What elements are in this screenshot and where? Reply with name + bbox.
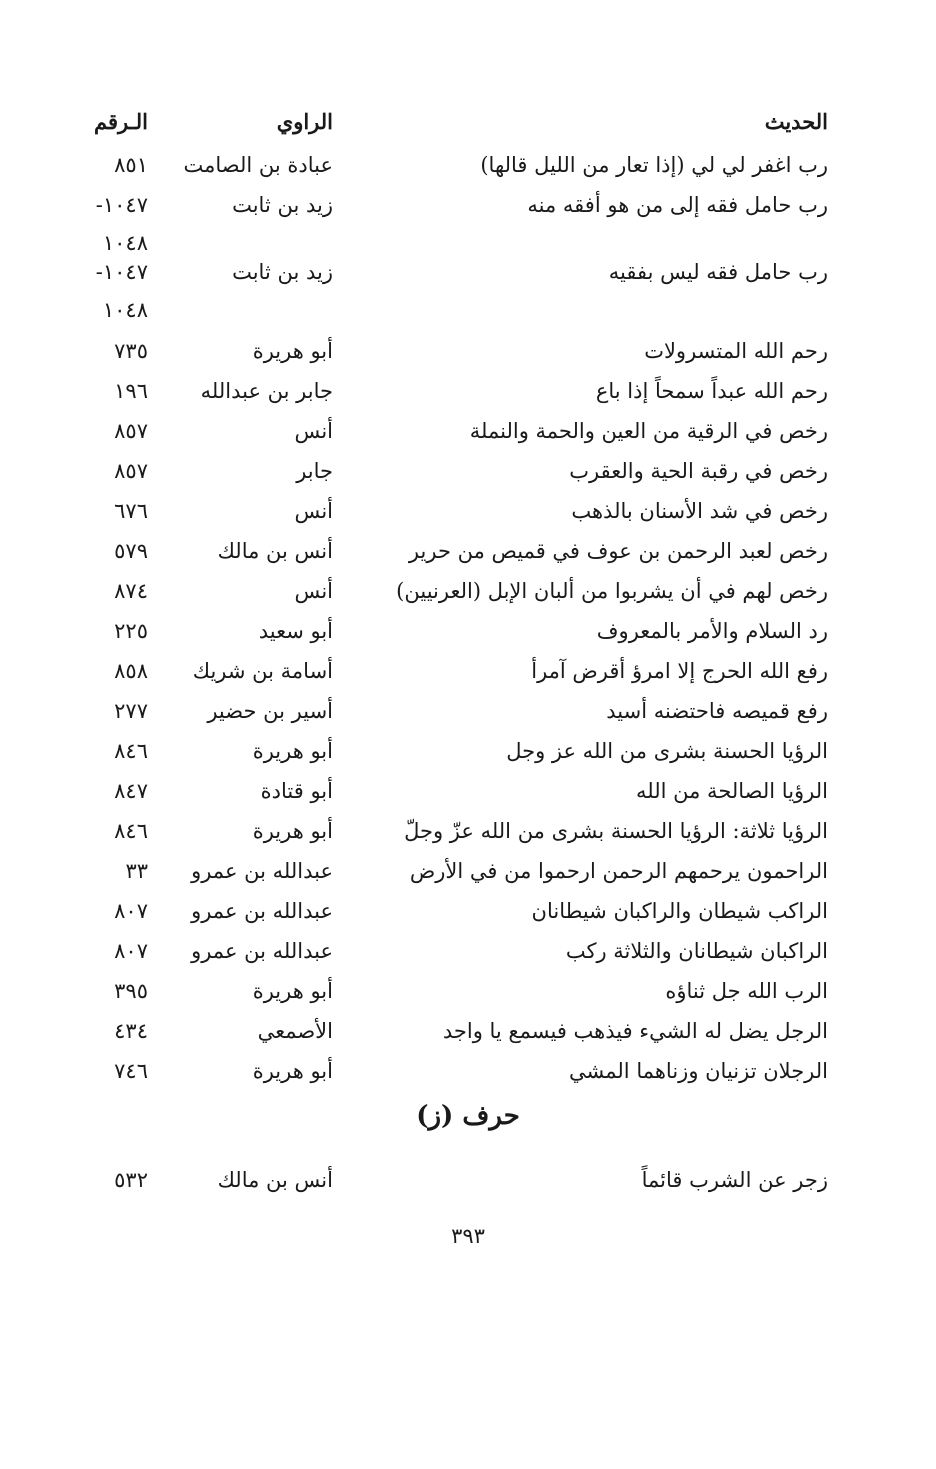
header-number: الـرقم [94,109,148,134]
table-row [0,651,936,691]
table-row [0,811,936,851]
rawi-name: الأصمعي [257,1019,333,1043]
hadith-text: الرؤيا ثلاثة: الرؤيا الحسنة بشرى من الله عزّ وجلّ [404,819,828,843]
rawi-name: عبدالله بن عمرو [191,939,333,963]
rawi-name: أنس [294,419,333,443]
hadith-text: رخص في شد الأسنان بالذهب [571,499,828,523]
page-number: ٣٩٣ [451,1224,485,1248]
hadith-number: ٤٣٤ [114,1019,148,1043]
hadith-number-line: ١٠٤٨ [102,298,148,322]
rawi-name: أبو هريرة [252,1059,333,1083]
hadith-number: ١٩٦ [114,379,148,403]
header-hadith: الحديث [764,109,828,134]
hadith-number-line: -١٠٤٧ [95,260,148,284]
hadith-number: ٨٥٧ [114,459,148,483]
rawi-name: أبو سعيد [258,619,333,643]
rawi-name: أنس بن مالك [217,539,333,563]
hadith-text: رخص في الرقية من العين والحمة والنملة [469,419,828,443]
hadith-text: رحم الله المتسرولات [644,339,828,363]
hadith-text: الراكب شيطان والراكبان شيطانان [531,899,828,923]
hadith-number [58,192,148,255]
table-row [0,371,936,411]
rawi-name: أبو هريرة [252,979,333,1003]
table-row [0,451,936,491]
hadith-number: ٨٥٧ [114,419,148,443]
hadith-text: الرب الله جل ثناؤه [665,979,828,1003]
table-row [0,931,936,971]
hadith-text: رخص في رقبة الحية والعقرب [569,459,828,483]
table-row [0,1051,936,1091]
rawi-name: أبو هريرة [252,739,333,763]
rawi-name: أنس [294,579,333,603]
hadith-text: رفع قميصه فاحتضنه أسيد [606,699,828,723]
hadith-number-line: -١٠٤٧ [95,193,148,217]
hadith-text: رخص لهم في أن يشربوا من ألبان الإبل (العرنيين) [396,579,828,603]
table-row [0,691,936,731]
rawi-name: جابر [296,459,333,483]
table-row [0,185,936,255]
rawi-name: أنس [294,499,333,523]
rawi-name: أبو هريرة [252,819,333,843]
hadith-number: ٨٥١ [114,153,148,177]
header-rawi: الراوي [276,109,333,134]
table-row [0,731,936,771]
hadith-number: ٧٤٦ [114,1059,148,1083]
table-row [0,571,936,611]
rawi-name: عبدالله بن عمرو [191,859,333,883]
table-row [0,1160,936,1200]
hadith-number: ٢٢٥ [114,619,148,643]
hadith-number: ٨٠٧ [114,899,148,923]
hadith-text: الرجل يضل له الشيء فيذهب فيسمع يا واجد [442,1019,828,1043]
table-row [0,851,936,891]
rawi-name: أبو هريرة [252,339,333,363]
hadith-number: ٨٥٨ [114,659,148,683]
table-row [0,331,936,371]
hadith-text: الرجلان تزنيان وزناهما المشي [569,1059,828,1083]
hadith-text: رحم الله عبداً سمحاً إذا باع [595,379,828,403]
table-row [0,252,936,322]
hadith-text: رد السلام والأمر بالمعروف [596,619,828,643]
table-row [0,611,936,651]
hadith-number: ٥٣٢ [114,1168,148,1192]
hadith-number-line: ١٠٤٨ [102,231,148,255]
hadith-number: ٧٣٥ [114,339,148,363]
hadith-text: الرؤيا الصالحة من الله [636,779,828,803]
hadith-text: الراكبان شيطانان والثلاثة ركب [565,939,828,963]
hadith-number: ٨٤٦ [114,739,148,763]
table-row [0,491,936,531]
table-row [0,1011,936,1051]
table-row [0,145,936,185]
table-row [0,771,936,811]
hadith-text: رفع الله الحرج إلا امرؤ أقرض آمرأ [531,659,828,683]
rawi-name: زيد بن ثابت [232,193,333,217]
table-header [0,102,936,142]
section-heading: حرف (ز) [416,1101,520,1131]
table-row [0,411,936,451]
hadith-text: الراحمون يرحمهم الرحمن ارحموا من في الأرض [409,859,828,883]
hadith-number [58,259,148,322]
rawi-name: أسامة بن شريك [192,659,333,683]
hadith-number: ٣٣ [125,859,148,883]
rawi-name: جابر بن عبدالله [200,379,333,403]
rawi-name: أبو قتادة [260,779,333,803]
hadith-number: ٨٤٧ [114,779,148,803]
table-row [0,531,936,571]
hadith-number: ٨٧٤ [114,579,148,603]
hadith-text: رخص لعبد الرحمن بن عوف في قميص من حرير [408,539,828,563]
table-row [0,971,936,1011]
hadith-text: الرؤيا الحسنة بشرى من الله عز وجل [506,739,828,763]
hadith-number: ٢٧٧ [114,699,148,723]
hadith-number: ٦٧٦ [114,499,148,523]
hadith-text: رب حامل فقه إلى من هو أفقه منه [527,193,828,217]
rawi-name: زيد بن ثابت [232,260,333,284]
hadith-number: ٥٧٩ [114,539,148,563]
hadith-number: ٨٠٧ [114,939,148,963]
hadith-text: رب حامل فقه ليس بفقيه [608,260,828,284]
rawi-name: أسير بن حضير [207,699,333,723]
table-row [0,891,936,931]
hadith-text: رب اغفر لي لي (إذا تعار من الليل قالها) [480,153,828,177]
hadith-number: ٨٤٦ [114,819,148,843]
rawi-name: أنس بن مالك [217,1168,333,1192]
hadith-number: ٣٩٥ [114,979,148,1003]
rawi-name: عبدالله بن عمرو [191,899,333,923]
rawi-name: عبادة بن الصامت [183,153,333,177]
hadith-text: زجر عن الشرب قائماً [641,1168,828,1192]
